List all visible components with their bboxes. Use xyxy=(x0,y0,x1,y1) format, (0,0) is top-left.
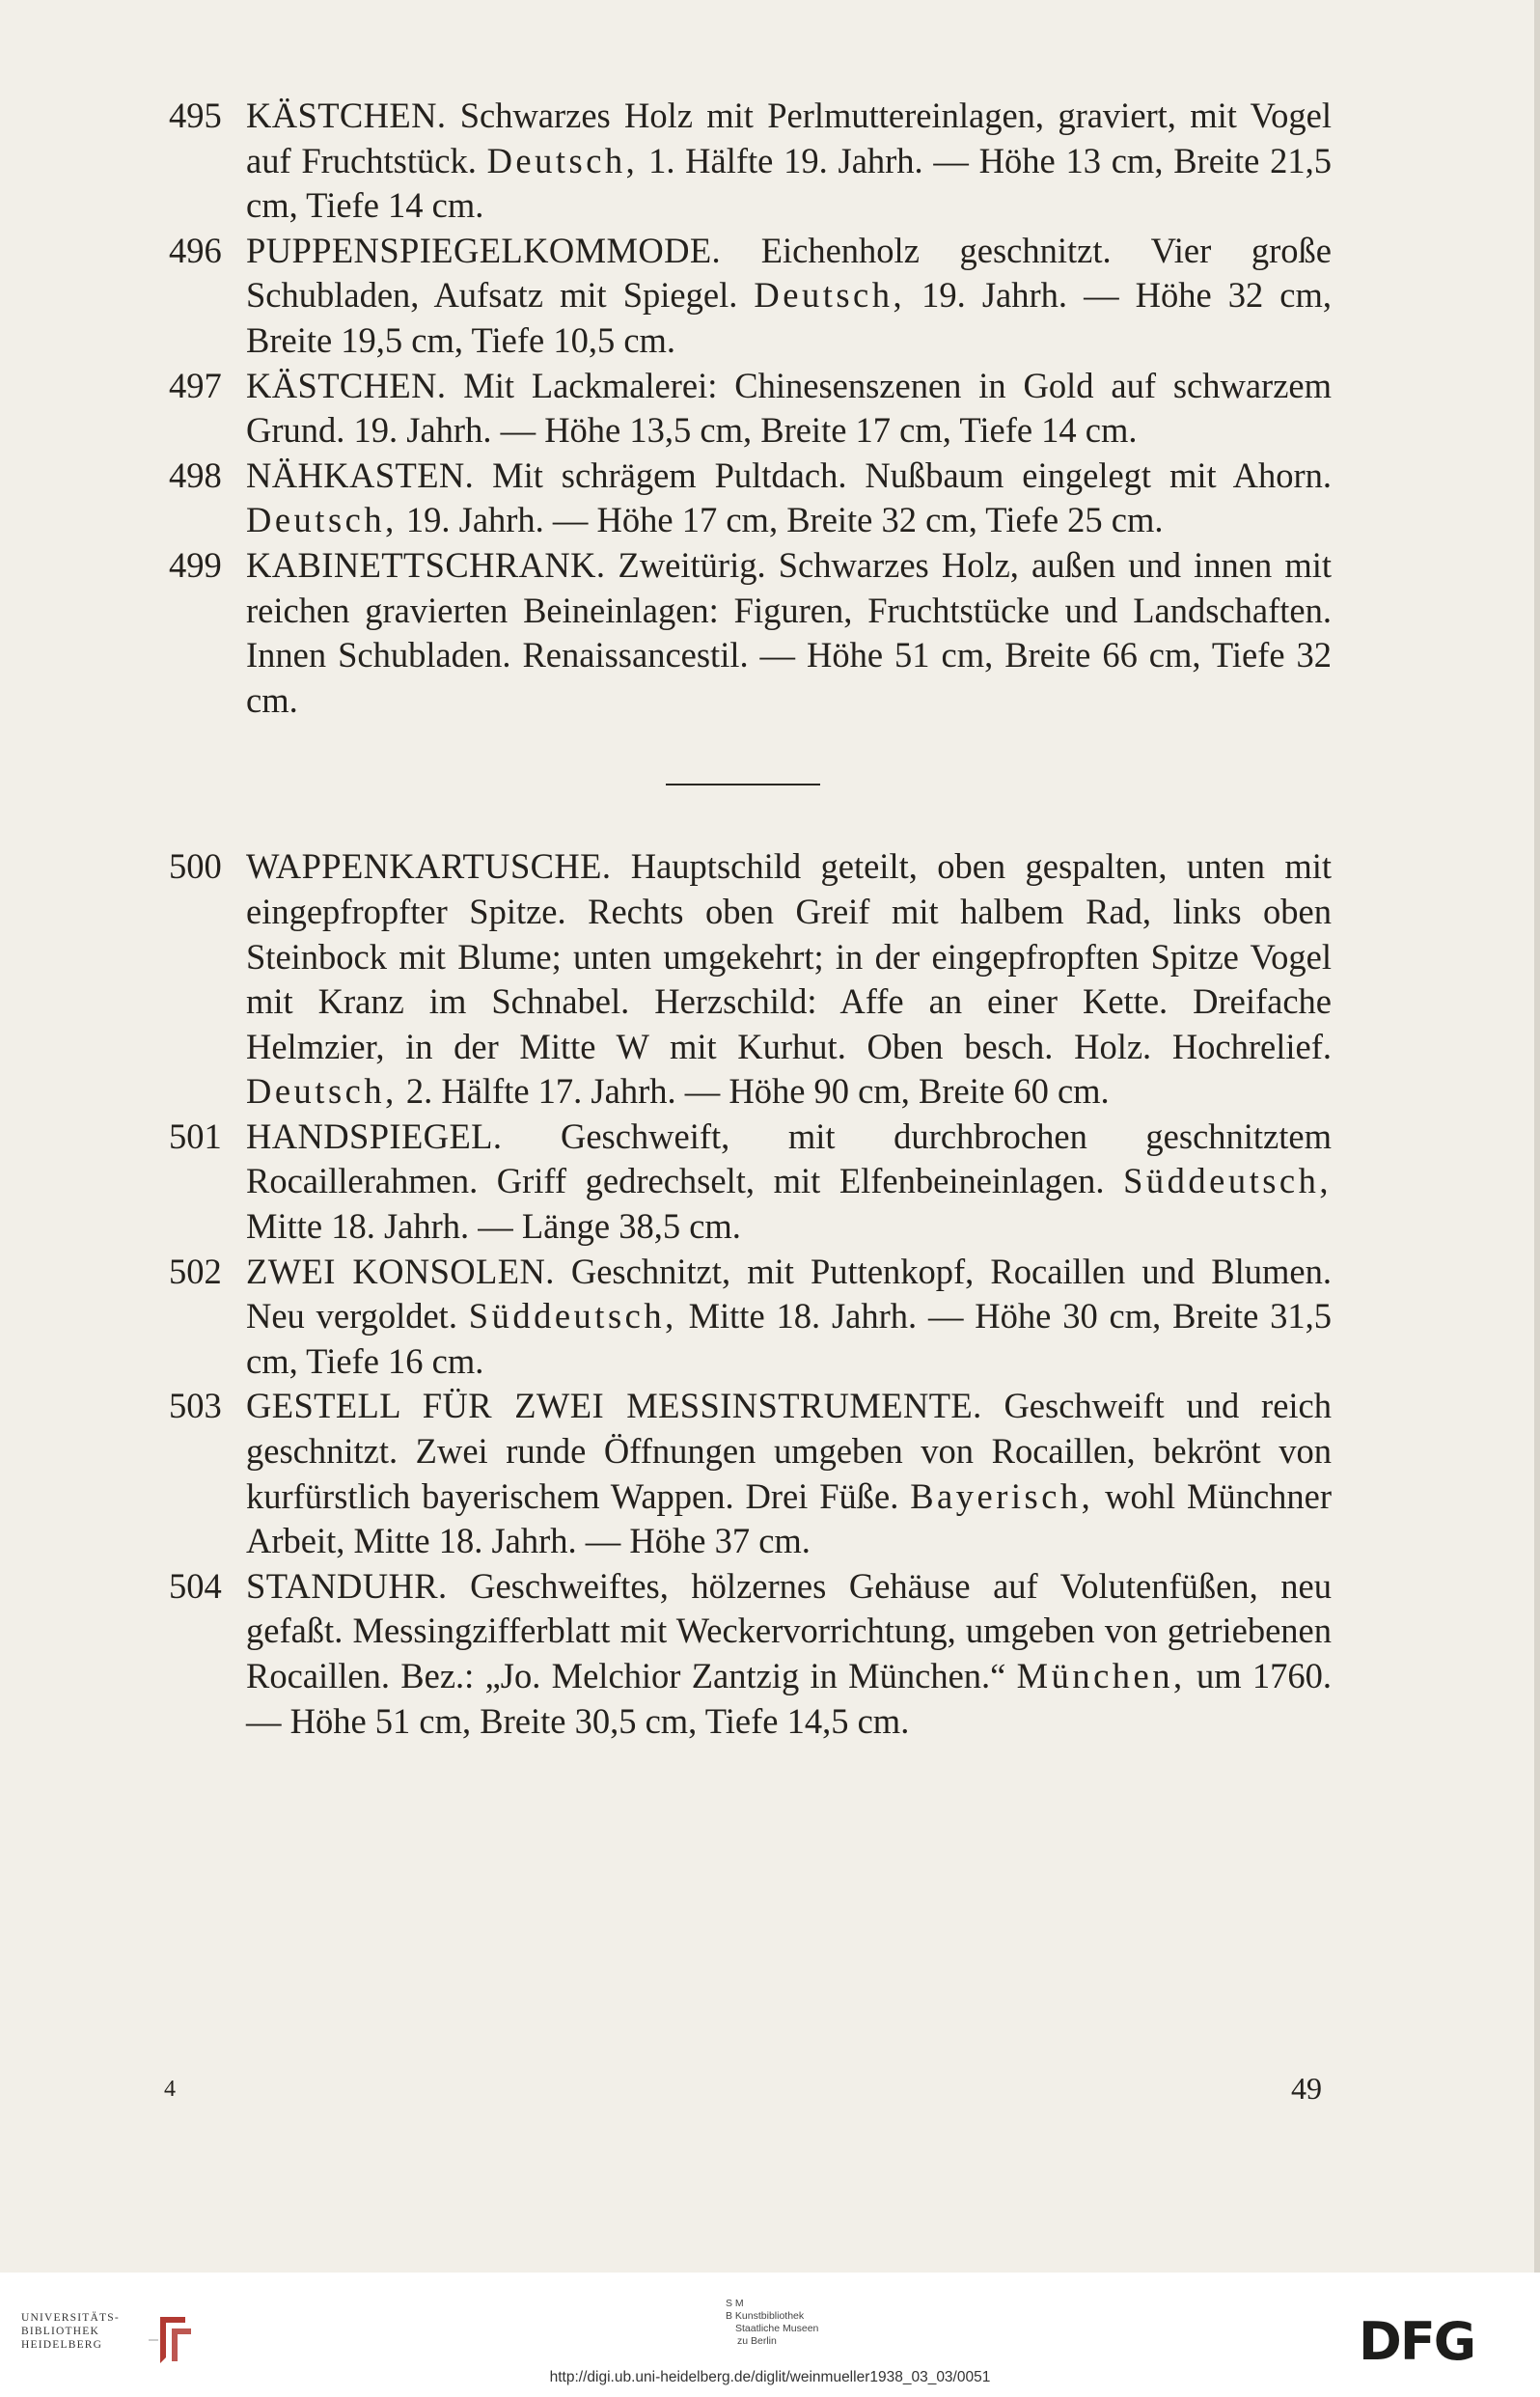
entry-dimensions: Mitte 18. Jahrh. — Länge 38,5 cm. xyxy=(246,1206,741,1247)
entry-title: WAPPENKARTUSCHE. xyxy=(246,846,612,887)
dfg-logo xyxy=(1359,2317,1521,2365)
entry-origin: Deutsch, xyxy=(486,140,639,180)
page-footer xyxy=(164,2071,1322,2115)
entry-origin: Süddeutsch, xyxy=(1123,1161,1332,1201)
catalog-entry xyxy=(169,229,1332,364)
entry-number: 497 xyxy=(169,365,222,405)
entry-title: ZWEI KONSOLEN. xyxy=(246,1251,555,1291)
entry-number: 501 xyxy=(169,1116,222,1156)
entry-dimensions: Mitte 18. Jahrh. — Höhe 30 cm, Breite 31,5 cm, Tiefe 16 cm. xyxy=(246,1296,1332,1381)
entry-number: 498 xyxy=(169,455,222,495)
catalog-entry xyxy=(169,543,1332,723)
entry-description: Zweitürig. Schwarzes Holz, außen und innen mit reichen gravierten Beineinlagen: Figuren, Fruchtstücke und Landschaften. Innen Schubladen. Renaissancestil. — Höhe 51 cm, Breite 66 cm, Tiefe 32 cm. xyxy=(246,544,1333,720)
entry-number: 499 xyxy=(169,544,222,585)
entry-dimensions: 1. Hälfte 19. Jahrh. — Höhe 13 cm, Breite 21,5 cm, Tiefe 14 cm. xyxy=(246,140,1333,226)
catalog-entry xyxy=(169,364,1332,454)
university-line-2: BIBLIOTHEK xyxy=(21,2326,99,2337)
catalog-entry xyxy=(169,844,1332,1115)
catalog-entry xyxy=(169,454,1332,543)
entry-title: PUPPENSPIEGELKOMMODE. xyxy=(246,230,722,270)
entry-dimensions: 2. Hälfte 17. Jahrh. — Höhe 90 cm, Breite 60 cm. xyxy=(405,1071,1110,1112)
entry-title: STANDUHR. xyxy=(246,1565,448,1606)
entry-description: Geschweift und reich geschnitzt. Zwei runde Öffnungen umgeben von Rocaillen, bekrönt von kurfürstlich bayerischem Wappen. Drei Füße. xyxy=(246,1386,1332,1516)
page-number: 49 xyxy=(1291,2071,1322,2106)
entry-title: NÄHKASTEN. xyxy=(246,455,475,495)
stamp-line-1: S M xyxy=(726,2298,744,2309)
entry-title: HANDSPIEGEL. xyxy=(246,1116,503,1156)
entry-group-b xyxy=(169,844,1332,1744)
catalog-entry xyxy=(169,1564,1332,1744)
entry-origin: Deutsch, xyxy=(246,1071,398,1112)
dfg-logo-text: DFG xyxy=(1359,2317,1475,2365)
university-library-logo xyxy=(21,2311,214,2369)
section-divider xyxy=(666,784,820,785)
entry-number: 502 xyxy=(169,1251,222,1291)
catalog-entry xyxy=(169,1115,1332,1250)
catalog-entry xyxy=(169,1384,1332,1563)
entry-description: Mit Lackmalerei: Chinesenszenen in Gold auf schwarzem Grund. 19. Jahrh. — Höhe 13,5 cm, Breite 17 cm, Tiefe 14 cm. xyxy=(246,365,1333,451)
source-url[interactable]: http://digi.ub.uni-heidelberg.de/diglit/weinmueller1938_03_03/0051 xyxy=(549,2369,991,2385)
catalog-entries xyxy=(169,94,1332,1744)
entry-number: 503 xyxy=(169,1386,222,1426)
entry-title: KÄSTCHEN. xyxy=(246,96,447,135)
entry-description: Schwarzes Holz mit Perlmuttereinlagen, graviert, mit Vogel auf Fruchtstück. xyxy=(246,96,1332,180)
entry-number: 504 xyxy=(169,1565,222,1606)
signature-mark: 4 xyxy=(164,2077,176,2102)
entry-number: 500 xyxy=(169,846,222,887)
stamp-line-4: zu Berlin xyxy=(737,2335,777,2347)
university-logo-text xyxy=(21,2311,120,2352)
catalog-entry xyxy=(169,94,1332,229)
entry-dimensions: um 1760. — Höhe 51 cm, Breite 30,5 cm, Tiefe 14,5 cm. xyxy=(246,1656,1332,1741)
university-mark-icon xyxy=(147,2311,205,2369)
entry-title: KABINETTSCHRANK. xyxy=(246,544,606,585)
entry-description: Geschweift, mit durchbrochen geschnitztem Rocaillerahmen. Griff gedrechselt, mit Elfenbeineinlagen. xyxy=(246,1116,1332,1201)
entry-dimensions: 19. Jahrh. — Höhe 17 cm, Breite 32 cm, Tiefe 25 cm. xyxy=(405,500,1164,540)
entry-number: 496 xyxy=(169,230,222,270)
entry-description: Hauptschild geteilt, oben gespalten, unten mit eingepfropfter Spitze. Rechts oben Greif mit halbem Rad, links oben Steinbock mit Blume; unten umgekehrt; in der eingepfropften Spitze Vogel mit Kranz im Schnabel. Herzschild: Affe an einer Kette. Dreifache Helmzier, in der Mitte W mit Kurhut. Oben besch. Holz. Hochrelief. xyxy=(246,846,1333,1066)
university-line-1: UNIVERSITÄTS- xyxy=(21,2312,120,2324)
entry-origin: Deutsch, xyxy=(246,500,398,540)
university-line-3: HEIDELBERG xyxy=(21,2339,103,2351)
entry-number: 495 xyxy=(169,96,222,135)
entry-description: Eichenholz geschnitzt. Vier große Schubladen, Aufsatz mit Spiegel. xyxy=(246,230,1332,316)
stamp-line-3: Staatliche Museen xyxy=(735,2323,819,2334)
entry-dimensions: 19. Jahrh. — Höhe 32 cm, Breite 19,5 cm, Tiefe 10,5 cm. xyxy=(246,275,1332,360)
entry-origin: Süddeutsch, xyxy=(468,1296,677,1336)
entry-title: GESTELL FÜR ZWEI MESSINSTRUMENTE. xyxy=(246,1386,982,1426)
entry-origin: München, xyxy=(1016,1656,1186,1695)
entry-origin: Deutsch, xyxy=(754,275,906,316)
viewer-bottom-bar xyxy=(0,2273,1540,2397)
entry-description: Geschnitzt, mit Puttenkopf, Rocaillen und Blumen. Neu vergoldet. xyxy=(246,1251,1332,1336)
page-edge xyxy=(1534,0,1540,2273)
library-stamp xyxy=(726,2298,880,2348)
entry-group-a xyxy=(169,94,1332,723)
entry-description: Mit schrägem Pultdach. Nußbaum eingelegt mit Ahorn. xyxy=(492,455,1333,495)
entry-origin: Bayerisch, xyxy=(910,1475,1094,1516)
entry-description: Geschweiftes, hölzernes Gehäuse auf Volutenfüßen, neu gefaßt. Messingzifferblatt mit Weckervorrichtung, umgeben von getriebenen Rocaillen. Bez.: „Jo. Melchior Zantzig in München.“ xyxy=(246,1565,1332,1695)
catalog-entry xyxy=(169,1250,1332,1385)
entry-dimensions: wohl Münchner Arbeit, Mitte 18. Jahrh. — Höhe 37 cm. xyxy=(246,1475,1333,1561)
entry-title: KÄSTCHEN. xyxy=(246,365,447,405)
stamp-line-2: B Kunstbibliothek xyxy=(726,2310,805,2322)
